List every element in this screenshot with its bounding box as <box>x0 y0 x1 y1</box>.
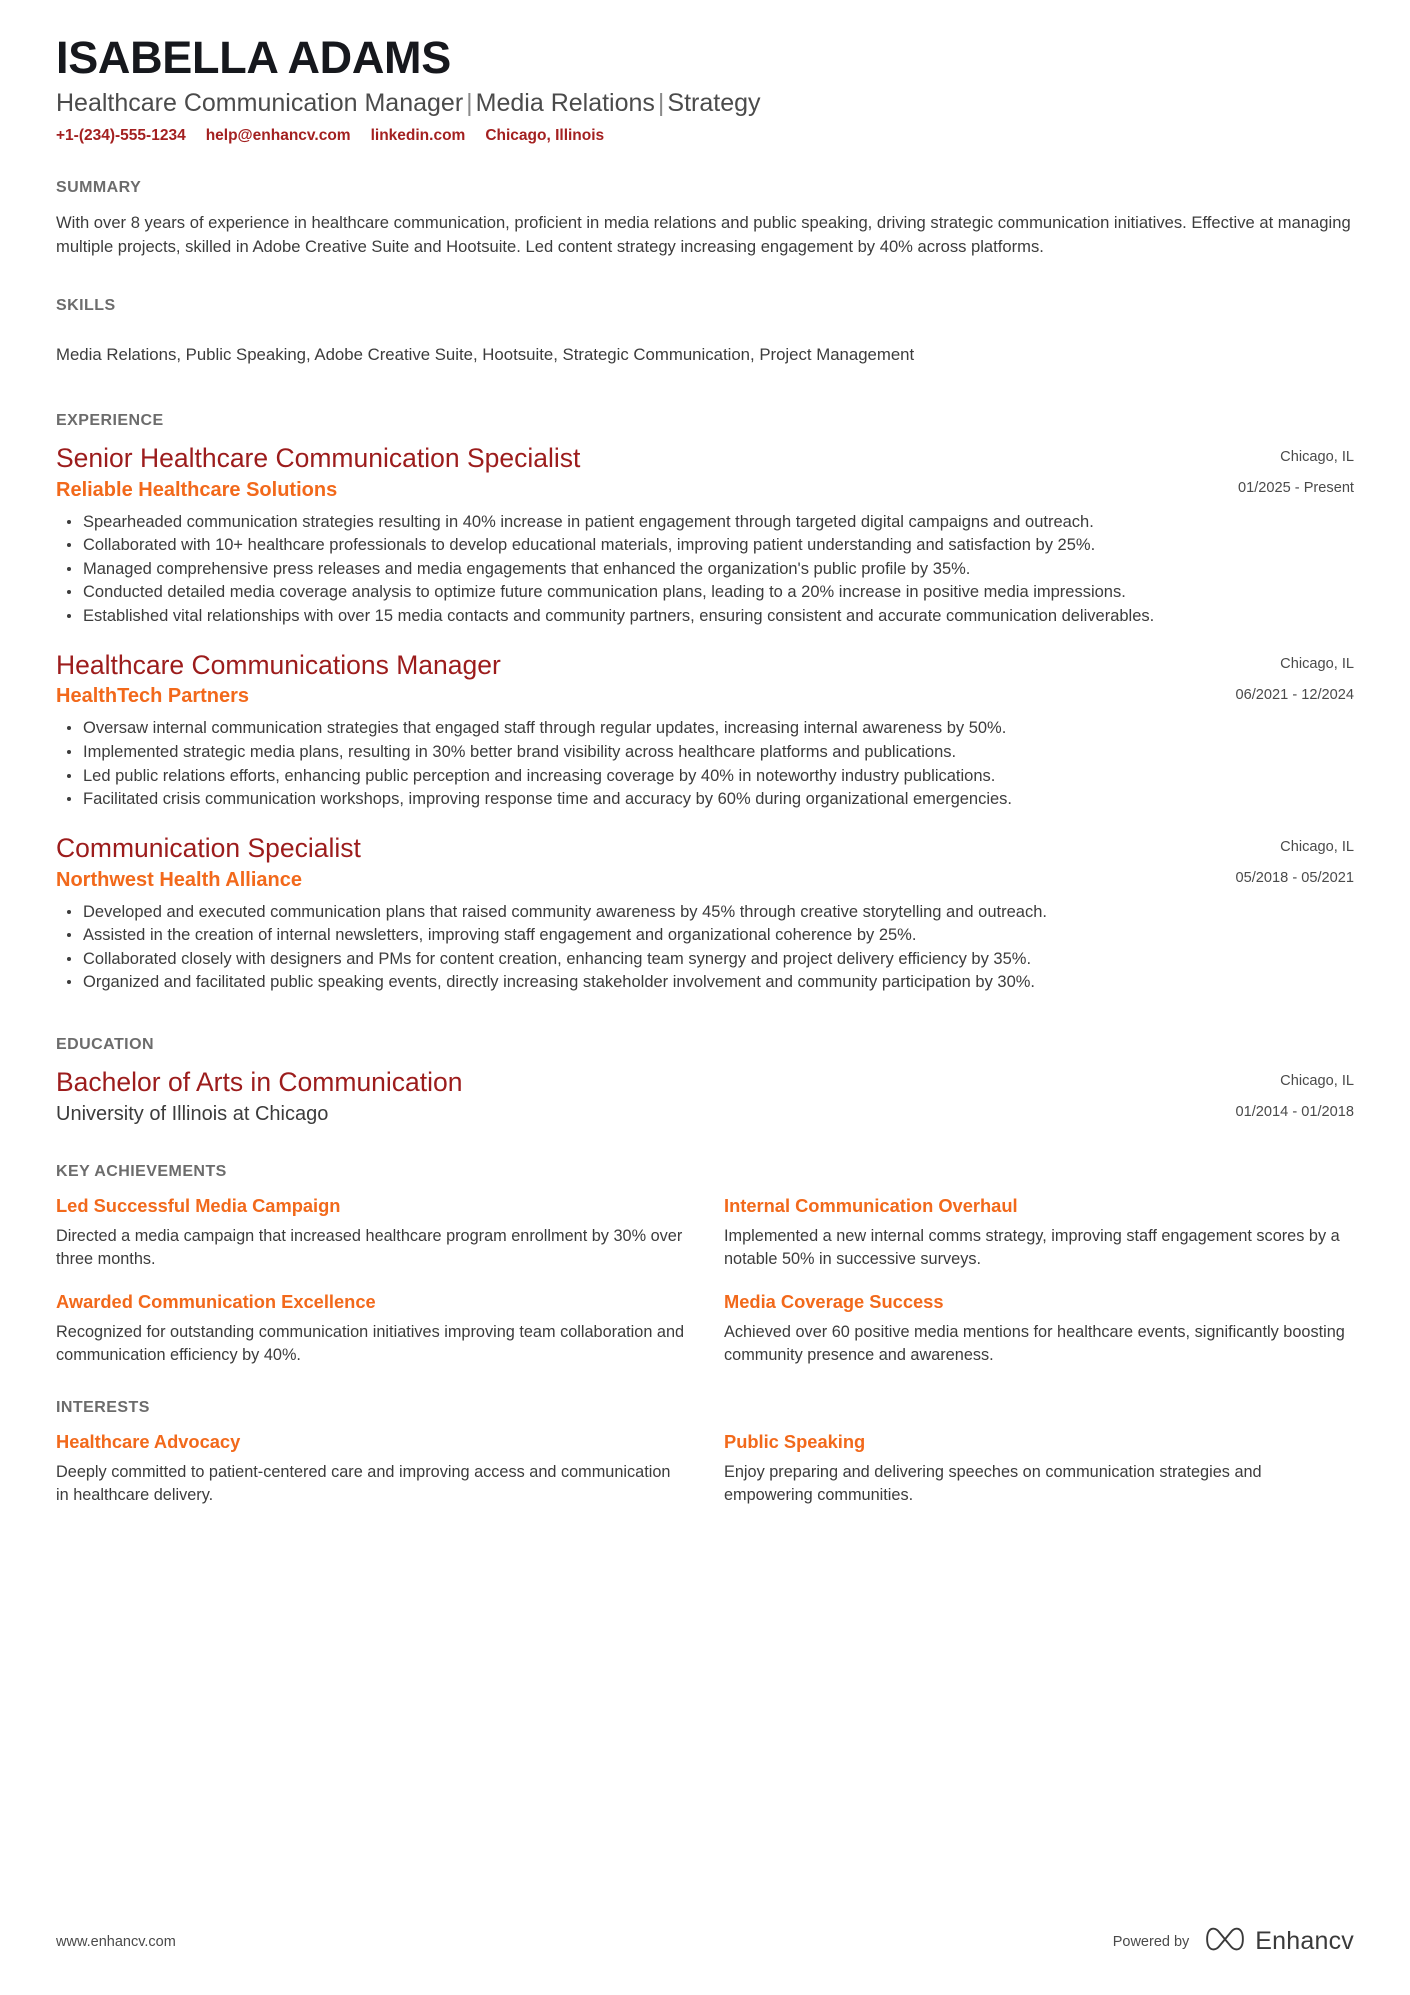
enhancv-brand <box>1205 1926 1354 1957</box>
job-location: Chicago, IL <box>1280 448 1354 465</box>
footer-branding <box>1113 1926 1354 1957</box>
job-title: Communication Specialist <box>56 832 361 863</box>
job-bullet: Established vital relationships with over 15 media contacts and community partners, ensuring consistent and accurate communication deliverables. <box>56 605 1354 628</box>
key-achievements-section-title: KEY ACHIEVEMENTS <box>56 1162 227 1180</box>
resume-header <box>56 0 1354 146</box>
interest-card <box>56 1431 686 1507</box>
enhancv-brand-name: Enhancv <box>1255 1927 1354 1955</box>
job-dates: 01/2025 - Present <box>1237 479 1354 496</box>
experience-entry-meta <box>1238 443 1354 499</box>
headline-part-1: Healthcare Communication Manager <box>56 88 464 117</box>
achievement-card <box>56 1291 686 1367</box>
experience-entry-main <box>56 650 1236 710</box>
job-bullet: Facilitated crisis communication workshops, improving response time and accuracy by 60% during organizational emergencies. <box>56 788 1354 811</box>
experience-entry-header <box>56 443 1354 503</box>
experience-entry-header <box>56 650 1354 710</box>
job-location: Chicago, IL <box>1280 655 1354 672</box>
job-title: Healthcare Communications Manager <box>56 649 501 680</box>
key-achievements-grid <box>56 1195 1354 1367</box>
experience-entry-meta <box>1236 833 1354 889</box>
page-footer <box>56 1926 1354 1957</box>
headline-separator-1: | <box>466 88 473 117</box>
achievement-card <box>724 1195 1354 1271</box>
interest-text: Deeply committed to patient-centered care and improving access and communication in healthcare delivery. <box>56 1462 671 1504</box>
achievement-card <box>56 1195 686 1271</box>
interest-card <box>724 1431 1354 1507</box>
job-company: Northwest Health Alliance <box>56 868 302 891</box>
experience-entry-main <box>56 443 1238 503</box>
summary-section <box>56 179 1354 259</box>
candidate-headline <box>56 89 1354 119</box>
footer-website-url[interactable]: www.enhancv.com <box>56 1933 176 1950</box>
summary-section-title: SUMMARY <box>56 178 142 196</box>
job-bullet-list <box>56 901 1354 994</box>
contact-phone[interactable]: +1-(234)-555-1234 <box>56 127 186 145</box>
headline-part-2: Media Relations <box>475 88 655 117</box>
achievement-title: Awarded Communication Excellence <box>56 1290 376 1312</box>
job-bullet: Collaborated with 10+ healthcare professionals to develop educational materials, improving patient understanding and satisfaction by 25%. <box>56 534 1354 557</box>
interest-title: Public Speaking <box>724 1431 866 1452</box>
headline-separator-2: | <box>657 88 665 117</box>
achievement-text: Directed a media campaign that increased healthcare program enrollment by 30% over three months. <box>56 1226 683 1268</box>
education-location: Chicago, IL <box>1280 1072 1354 1089</box>
interests-section-title: INTERESTS <box>56 1399 150 1416</box>
job-dates: 05/2018 - 05/2021 <box>1235 869 1354 886</box>
interests-section <box>56 1399 1354 1507</box>
powered-by-label: Powered by <box>1112 1933 1190 1950</box>
job-bullet: Implemented strategic media plans, resulting in 30% better brand visibility across healthcare platforms and publications. <box>56 741 1354 764</box>
experience-entry-header <box>56 833 1354 893</box>
summary-text: With over 8 years of experience in healthcare communication, proficient in media relations and public speaking, driving strategic communication initiatives. Effective at managing multiple projects, skilled in Adobe Creative Suite and Hootsuite. Led content strategy increasing engagement by 40% across platforms. <box>56 212 1351 256</box>
experience-section <box>56 412 1354 994</box>
education-section-title: EDUCATION <box>56 1035 154 1053</box>
job-dates: 06/2021 - 12/2024 <box>1235 686 1354 703</box>
job-bullet: Managed comprehensive press releases and media engagements that enhanced the organization's public profile by 35%. <box>56 558 1354 581</box>
education-dates: 01/2014 - 01/2018 <box>1235 1104 1354 1121</box>
achievement-text: Recognized for outstanding communication initiatives improving team collaboration and communication efficiency by 40%. <box>56 1322 685 1364</box>
candidate-name: ISABELLA ADAMS <box>56 32 451 83</box>
job-company: Reliable Healthcare Solutions <box>56 478 338 501</box>
contact-location: Chicago, Illinois <box>485 127 605 145</box>
interest-text: Enjoy preparing and delivering speeches on communication strategies and empowering communities. <box>724 1462 1262 1504</box>
achievement-text: Achieved over 60 positive media mentions for healthcare events, significantly boosting community presence and awareness. <box>724 1322 1345 1364</box>
job-bullet: Developed and executed communication plans that raised community awareness by 45% through creative storytelling and outreach. <box>56 901 1354 924</box>
job-bullet-list <box>56 717 1354 810</box>
job-location: Chicago, IL <box>1280 838 1354 855</box>
job-bullet: Led public relations efforts, enhancing public perception and increasing coverage by 40% in noteworthy industry publications. <box>56 765 1354 788</box>
job-bullet-list <box>56 511 1354 628</box>
enhancv-logo-icon <box>1205 1926 1245 1957</box>
job-bullet: Assisted in the creation of internal newsletters, improving staff engagement and organizational coherence by 25%. <box>56 924 1354 947</box>
job-bullet: Oversaw internal communication strategies that engaged staff through regular updates, increasing internal awareness by 50%. <box>56 717 1354 740</box>
education-entry-header <box>56 1067 1354 1127</box>
experience-entry <box>56 443 1354 628</box>
contact-linkedin[interactable]: linkedin.com <box>370 127 466 145</box>
education-section <box>56 1036 1354 1127</box>
school-name: University of Illinois at Chicago <box>56 1102 329 1125</box>
interest-title: Healthcare Advocacy <box>56 1431 241 1452</box>
key-achievements-section <box>56 1163 1354 1367</box>
experience-entry <box>56 650 1354 811</box>
job-bullet: Spearheaded communication strategies resulting in 40% increase in patient engagement through targeted digital campaigns and outreach. <box>56 511 1354 534</box>
achievement-card <box>724 1291 1354 1367</box>
experience-entry-meta <box>1236 650 1354 706</box>
skills-list: Media Relations, Public Speaking, Adobe Creative Suite, Hootsuite, Strategic Communication, Project Management <box>56 345 915 365</box>
education-entry <box>56 1067 1354 1127</box>
job-bullet: Conducted detailed media coverage analysis to optimize future communication plans, leading to a 20% increase in positive media impressions. <box>56 581 1354 604</box>
contact-email[interactable]: help@enhancv.com <box>205 127 351 145</box>
achievement-title: Internal Communication Overhaul <box>724 1194 1018 1216</box>
job-company: HealthTech Partners <box>56 685 250 708</box>
degree-title: Bachelor of Arts in Communication <box>56 1066 463 1097</box>
achievement-title: Media Coverage Success <box>724 1290 944 1312</box>
job-title: Senior Healthcare Communication Specialist <box>56 442 581 473</box>
achievement-text: Implemented a new internal comms strategy, improving staff engagement scores by a notable 50% in successive surveys. <box>724 1226 1340 1268</box>
job-bullet: Organized and facilitated public speaking events, directly increasing stakeholder involvement and community participation by 30%. <box>56 971 1354 994</box>
experience-entry-main <box>56 833 1236 893</box>
headline-part-3: Strategy <box>667 88 761 117</box>
education-entry-main <box>56 1067 1236 1127</box>
skills-section-title: SKILLS <box>56 297 116 315</box>
experience-entry <box>56 833 1354 994</box>
contact-row <box>56 127 1354 146</box>
experience-section-title: EXPERIENCE <box>56 411 164 429</box>
interests-grid <box>56 1431 1354 1507</box>
education-entry-meta <box>1236 1067 1354 1123</box>
job-bullet: Collaborated closely with designers and PMs for content creation, enhancing team synergy and project delivery efficiency by 35%. <box>56 948 1354 971</box>
achievement-title: Led Successful Media Campaign <box>56 1194 341 1216</box>
skills-section <box>56 297 1354 367</box>
